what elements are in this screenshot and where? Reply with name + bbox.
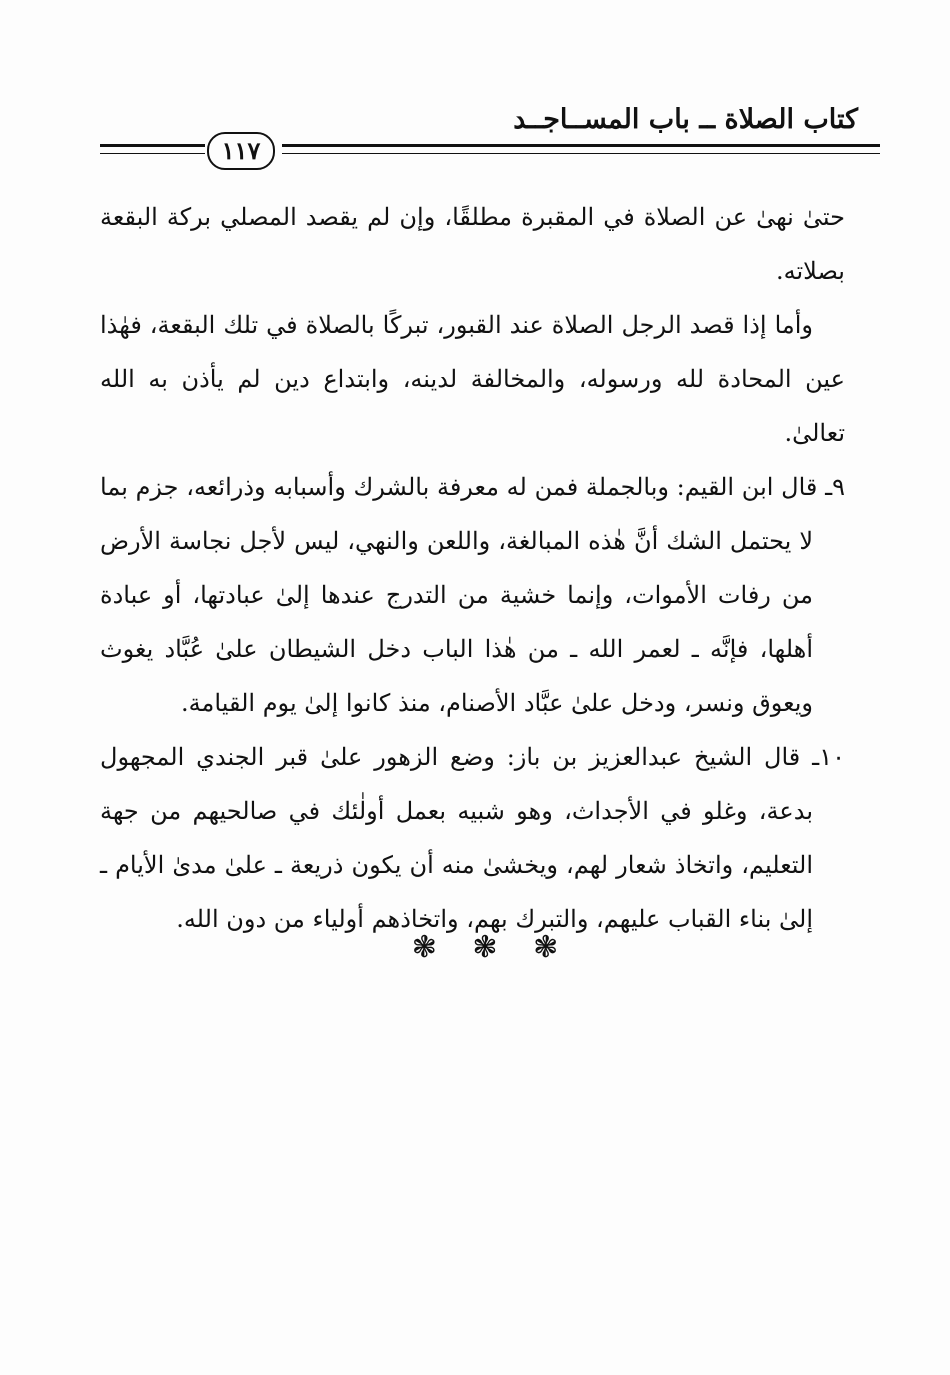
numbered-item-10: ١٠ـ قال الشيخ عبدالعزيز بن باز: وضع الزهور علىٰ قبر الجندي المجهول بدعة، وغلو في الأجداث، وهو شبيه بعمل أولٰئك في صالحيهم من جهة التعليم، واتخاذ شعار لهم، ويخشىٰ منه أن يكون ذريعة ـ علىٰ مدىٰ الأيام ـ إلىٰ بناء القباب عليهم، والتبرك بهم، واتخاذهم أولياء من دون الله. xyxy=(100,743,845,933)
paragraph: وأما إذا قصد الرجل الصلاة عند القبور، تبركًا بالصلاة في تلك البقعة، فهٰذا عين المحادة لله ورسوله، والمخالفة لدينه، وابتداع دين لم يأذن به الله تعالىٰ. xyxy=(100,311,845,447)
paragraph-continuation: حتىٰ نهىٰ عن الصلاة في المقبرة مطلقًا، وإن لم يقصد المصلي بركة البقعة بصلاته. xyxy=(100,203,845,285)
header-rule-left-thick xyxy=(100,144,205,147)
section-separator: ❃ ❃ ❃ xyxy=(411,930,559,965)
body-text xyxy=(100,190,845,946)
header-rule-thin xyxy=(282,153,880,154)
page-number: ١١٧ xyxy=(207,132,275,170)
header-rule-left-thin xyxy=(100,153,205,154)
header-rule-thick xyxy=(282,144,880,147)
running-head: كتاب الصلاة ــ باب المســاجــد xyxy=(513,104,858,135)
numbered-item-9: ٩ـ قال ابن القيم: وبالجملة فمن له معرفة بالشرك وأسبابه وذرائعه، جزم بما لا يحتمل الشك أنَّ هٰذه المبالغة، واللعن والنهي، ليس لأجل نجاسة الأرض من رفات الأموات، وإنما خشية من التدرج عندها إلىٰ عبادتها، أو عبادة أهلها، فإنَّه ـ لعمر الله ـ من هٰذا الباب دخل الشيطان علىٰ عُبَّاد يغوث ويعوق ونسر، ودخل علىٰ عبَّاد الأصنام، منذ كانوا إلىٰ يوم القيامة. xyxy=(100,473,845,717)
